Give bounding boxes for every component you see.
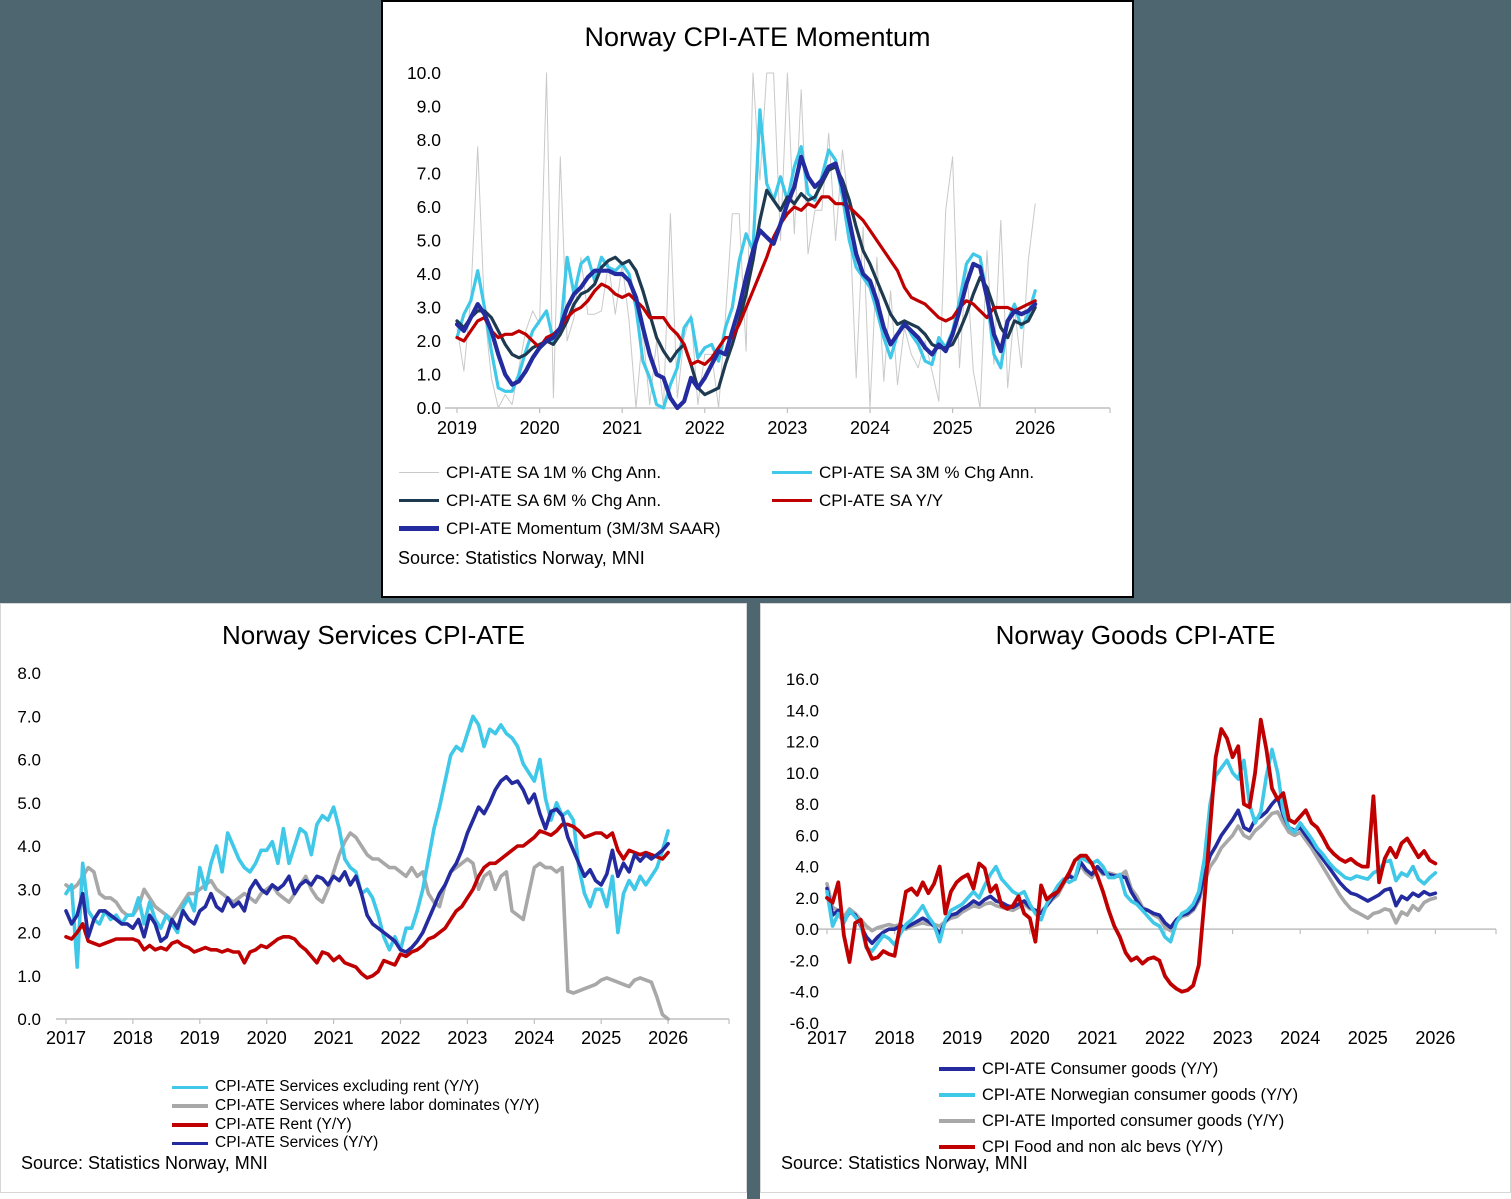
goods-chart-legend bbox=[939, 1056, 1298, 1160]
y-tick-label: 1.0 bbox=[17, 966, 41, 986]
legend-item bbox=[172, 1097, 539, 1116]
legend-swatch-line bbox=[939, 1093, 975, 1097]
legend-label: CPI-ATE Momentum (3M/3M SAAR) bbox=[446, 518, 721, 538]
x-tick-label: 2022 bbox=[380, 1028, 421, 1048]
x-tick-label: 2017 bbox=[806, 1028, 848, 1048]
legend-label: CPI Food and non alc bevs (Y/Y) bbox=[982, 1137, 1224, 1156]
legend-item bbox=[172, 1115, 539, 1134]
x-tick-label: 2025 bbox=[581, 1028, 622, 1048]
x-tick-label: 2025 bbox=[1347, 1028, 1388, 1048]
legend-label: CPI-ATE Services (Y/Y) bbox=[215, 1134, 379, 1152]
momentum-chart-legend bbox=[399, 462, 1034, 539]
x-tick-label: 2022 bbox=[684, 418, 725, 438]
services-source-note: Source: Statistics Norway, MNI bbox=[21, 1153, 268, 1173]
y-tick-label: 2.0 bbox=[17, 923, 41, 943]
legend-label: CPI-ATE SA 3M % Chg Ann. bbox=[819, 462, 1035, 482]
y-tick-label: 14.0 bbox=[785, 701, 819, 721]
y-tick-label: 9.0 bbox=[416, 96, 441, 117]
legend-item bbox=[939, 1108, 1298, 1134]
momentum-source-note: Source: Statistics Norway, MNI bbox=[398, 548, 645, 568]
x-tick-label: 2017 bbox=[45, 1028, 87, 1048]
services-chart-legend bbox=[172, 1078, 539, 1153]
x-tick-label: 2021 bbox=[1077, 1028, 1118, 1048]
y-tick-label: -2.0 bbox=[789, 951, 819, 971]
legend-label: CPI-ATE Services where labor dominates (Y/Y) bbox=[215, 1097, 540, 1115]
y-tick-label: 1.0 bbox=[416, 364, 441, 385]
legend-swatch-line bbox=[399, 526, 439, 530]
y-tick-label: 0.0 bbox=[416, 398, 441, 418]
y-tick-label: 4.0 bbox=[795, 857, 819, 877]
y-tick-label: -4.0 bbox=[789, 982, 819, 1002]
y-tick-label: 4.0 bbox=[17, 837, 41, 856]
x-tick-label: 2021 bbox=[602, 418, 643, 438]
legend-label: CPI-ATE SA 1M % Chg Ann. bbox=[446, 462, 662, 482]
chart-line bbox=[66, 777, 668, 952]
momentum-chart-title: Norway CPI-ATE Momentum bbox=[584, 22, 931, 52]
x-tick-label: 2019 bbox=[942, 1028, 983, 1048]
y-tick-label: 0.0 bbox=[17, 1010, 41, 1029]
legend-label: CPI-ATE Imported consumer goods (Y/Y) bbox=[982, 1111, 1285, 1130]
legend-swatch-line bbox=[172, 1123, 208, 1127]
legend-swatch-line bbox=[172, 1086, 208, 1090]
chart-line bbox=[457, 110, 1035, 408]
panel-goods-chart bbox=[760, 603, 1511, 1193]
legend-item bbox=[399, 490, 772, 511]
legend-item bbox=[939, 1082, 1298, 1108]
x-tick-label: 2023 bbox=[767, 418, 808, 438]
x-tick-label: 2024 bbox=[1280, 1028, 1321, 1048]
y-tick-label: 5.0 bbox=[416, 230, 441, 251]
y-tick-label: 0.0 bbox=[795, 920, 819, 940]
goods-chart-title: Norway Goods CPI-ATE bbox=[995, 620, 1276, 650]
x-tick-label: 2024 bbox=[514, 1028, 555, 1048]
chart-line bbox=[827, 798, 1435, 944]
x-tick-label: 2018 bbox=[874, 1028, 915, 1048]
legend-label: CPI-ATE Consumer goods (Y/Y) bbox=[982, 1059, 1219, 1078]
legend-swatch-line bbox=[939, 1145, 975, 1149]
legend-swatch-line bbox=[399, 472, 439, 473]
panel-momentum-chart bbox=[381, 0, 1134, 598]
y-tick-label: 5.0 bbox=[17, 793, 41, 813]
chart-line bbox=[827, 720, 1435, 992]
legend-swatch-line bbox=[939, 1119, 975, 1123]
y-tick-label: 8.0 bbox=[416, 130, 441, 150]
y-tick-label: 10.0 bbox=[406, 63, 441, 83]
y-tick-label: 3.0 bbox=[416, 297, 441, 318]
legend-label: CPI-ATE Services excluding rent (Y/Y) bbox=[215, 1078, 480, 1096]
y-tick-label: 2.0 bbox=[416, 331, 441, 351]
legend-swatch-line bbox=[772, 471, 812, 474]
y-tick-label: 7.0 bbox=[17, 707, 41, 727]
services-chart-title: Norway Services CPI-ATE bbox=[222, 620, 525, 650]
chart-line bbox=[457, 73, 1035, 408]
x-tick-label: 2023 bbox=[447, 1028, 488, 1048]
x-tick-label: 2026 bbox=[648, 1028, 689, 1048]
y-tick-label: 6.0 bbox=[795, 826, 819, 846]
y-tick-label: 7.0 bbox=[416, 163, 441, 184]
y-tick-label: 12.0 bbox=[785, 732, 819, 752]
x-tick-label: 2020 bbox=[1009, 1028, 1050, 1048]
y-tick-label: 8.0 bbox=[795, 795, 819, 815]
x-tick-label: 2019 bbox=[436, 418, 478, 438]
x-tick-label: 2020 bbox=[246, 1028, 287, 1048]
goods-source-note: Source: Statistics Norway, MNI bbox=[781, 1153, 1028, 1173]
x-tick-label: 2018 bbox=[112, 1028, 153, 1048]
legend-label: CPI-ATE Norwegian consumer goods (Y/Y) bbox=[982, 1085, 1299, 1104]
x-tick-label: 2023 bbox=[1212, 1028, 1253, 1048]
legend-item bbox=[399, 462, 772, 483]
legend-label: CPI-ATE Rent (Y/Y) bbox=[215, 1115, 352, 1133]
legend-item bbox=[772, 490, 1034, 511]
chart-line bbox=[457, 157, 1035, 408]
legend-swatch-line bbox=[772, 499, 812, 502]
legend-swatch-line bbox=[172, 1104, 208, 1108]
x-tick-label: 2021 bbox=[313, 1028, 354, 1048]
y-tick-label: 8.0 bbox=[17, 664, 41, 683]
panel-divider bbox=[747, 603, 760, 1199]
y-tick-label: 4.0 bbox=[416, 264, 441, 284]
legend-item bbox=[939, 1056, 1298, 1082]
x-tick-label: 2020 bbox=[519, 418, 560, 438]
y-tick-label: 2.0 bbox=[795, 888, 819, 908]
legend-item bbox=[399, 518, 772, 539]
y-tick-label: 3.0 bbox=[17, 880, 41, 900]
legend-label: CPI-ATE SA Y/Y bbox=[819, 490, 944, 510]
legend-item bbox=[172, 1078, 539, 1097]
x-tick-label: 2019 bbox=[179, 1028, 220, 1048]
y-tick-label: -6.0 bbox=[789, 1014, 819, 1033]
legend-label: CPI-ATE SA 6M % Chg Ann. bbox=[446, 490, 662, 510]
y-tick-label: 6.0 bbox=[17, 750, 41, 770]
legend-item bbox=[172, 1134, 539, 1153]
x-tick-label: 2026 bbox=[1415, 1028, 1456, 1048]
x-tick-label: 2022 bbox=[1144, 1028, 1186, 1048]
panel-services-chart bbox=[0, 603, 747, 1193]
y-tick-label: 10.0 bbox=[785, 763, 819, 783]
legend-swatch-line bbox=[939, 1067, 975, 1071]
x-tick-label: 2026 bbox=[1015, 418, 1056, 438]
x-tick-label: 2025 bbox=[932, 418, 973, 438]
legend-swatch-line bbox=[172, 1142, 208, 1146]
y-tick-label: 6.0 bbox=[416, 197, 441, 217]
legend-swatch-line bbox=[399, 499, 439, 502]
legend-item bbox=[772, 462, 1034, 483]
y-tick-label: 16.0 bbox=[785, 670, 819, 689]
x-tick-label: 2024 bbox=[849, 418, 891, 438]
